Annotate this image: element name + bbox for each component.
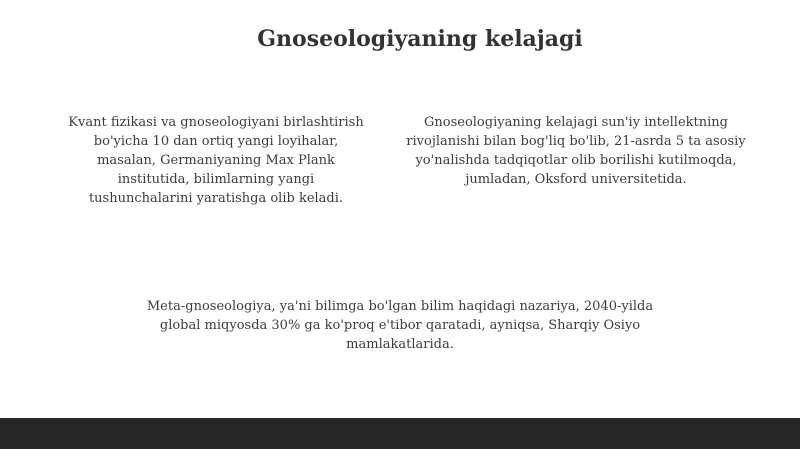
slide-title: Gnoseologiyaning kelajagi [257, 26, 583, 52]
footer-bar [0, 418, 800, 449]
left-text-block: Kvant fizikasi va gnoseologiyani birlashtirish bo'yicha 10 dan ortiq yangi loyihalar, masalan, Germaniyaning Max Plank institutida, bilimlarning yangi tushunchalarini yaratishga olib keladi. [68, 115, 364, 206]
bottom-text-block: Meta-gnoseologiya, ya'ni bilimga bo'lgan bilim haqidagi nazariya, 2040-yilda global miqyosda 30% ga ko'proq e'tibor qaratadi, ayniqsa, Sharqiy Osiyo mamlakatlarida. [146, 299, 654, 352]
right-text-block: Gnoseologiyaning kelajagi sun'iy intellektning rivojlanishi bilan bog'liq bo'lib, 21-asrda 5 ta asosiy yo'nalishda tadqiqotlar olib borilishi kutilmoqda, jumladan, Oksford universitetida. [406, 115, 746, 187]
